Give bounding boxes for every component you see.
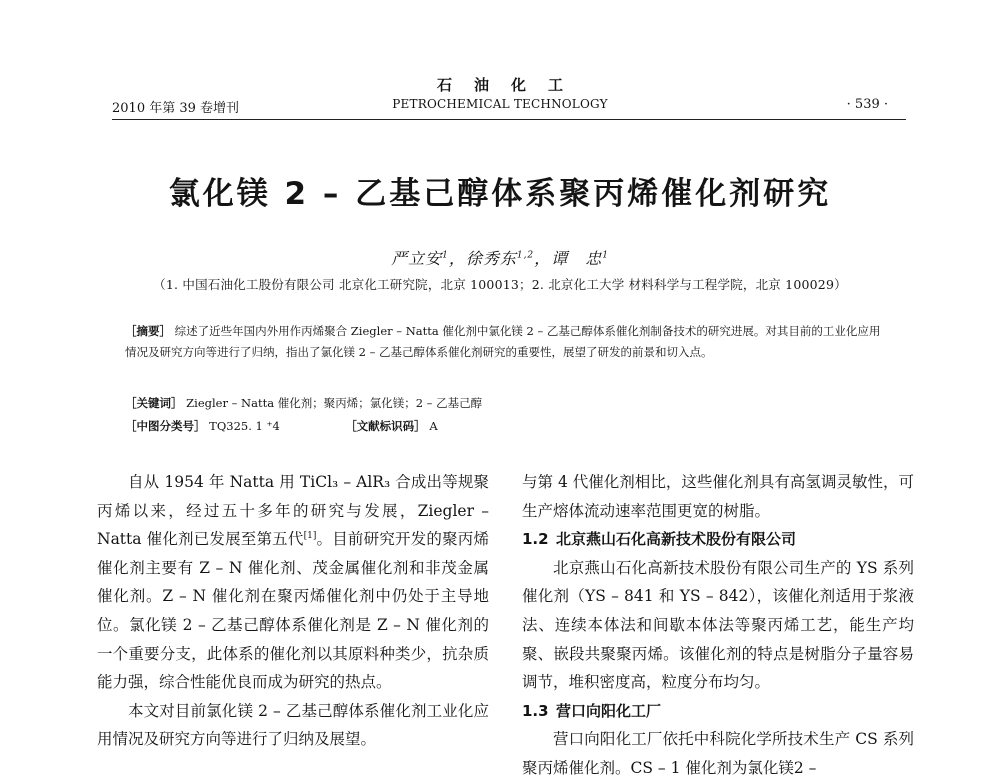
- author-2-affil: 1,2: [516, 250, 535, 261]
- section-1-2-paragraph: 北京燕山石化高新技术股份有限公司生产的 YS 系列催化剂（YS – 841 和 YS – 842），该催化剂适用于浆液法、连续本体法和间歇本体法等聚丙烯工艺，能生产均聚、嵌段共聚聚丙烯。该催化剂的特点是树脂分子量容易调节，堆积密度高，粒度分布均匀。: [522, 558, 914, 692]
- section-title: 营口向阳化工厂: [556, 701, 662, 720]
- journal-title-cn: 石油化工: [436, 76, 585, 94]
- clc-label: ［中图分类号］: [125, 419, 206, 433]
- author-list: [0, 246, 1000, 269]
- author-1: 严立安: [391, 249, 443, 268]
- intro-paragraph: [97, 468, 489, 697]
- abstract: [125, 321, 885, 363]
- section-number: 1.2: [522, 530, 549, 549]
- body-left-column: [97, 468, 489, 754]
- abstract-text: 综述了近些年国内外用作丙烯聚合 Ziegler – Natta 催化剂中氯化镁 2 – 乙基己醇体系催化剂制备技术的研究进展。对其目前的工业化应用情况及研究方向等进行了归纳，指出了氯化镁 2 – 乙基己醇体系催化剂研究的重要性，展望了研发的前景和切入点。: [125, 324, 881, 359]
- keywords-text: Ziegler – Natta 催化剂；聚丙烯；氯化镁；2 – 乙基己醇: [186, 396, 483, 410]
- keywords: [125, 395, 482, 411]
- paper-title: 氯化镁 2 – 乙基己醇体系聚丙烯催化剂研究: [168, 176, 832, 212]
- classification: [125, 418, 438, 434]
- affiliation: （1. 中国石油化工股份有限公司 北京化工研究院，北京 100013；2. 北京化工大学 材料科学与工程学院，北京 100029）: [153, 277, 847, 292]
- abstract-label: ［摘要］: [125, 324, 171, 338]
- page-number: · 539 ·: [846, 97, 888, 112]
- intro-text-cont: 。目前研究开发的聚丙烯催化剂主要有 Z – N 催化剂、茂金属催化剂和非茂金属催化剂。Z – N 催化剂在聚丙烯催化剂中仍处于主导地位。氯化镁 2 – 乙基己醇体系催化剂是 Z – N 催化剂的一个重要分支，此体系的催化剂以其原料种类少，抗杂质能力强，综合性能优良而成为研究的热点。: [97, 530, 489, 692]
- author-1-affil: 1: [442, 250, 449, 261]
- section-1-3-paragraph: 营口向阳化工厂依托中科院化学所技术生产 CS 系列聚丙烯催化剂。CS – 1 催化剂为氯化镁2 –: [522, 730, 914, 777]
- author-separator: ，: [534, 249, 552, 268]
- author-3-affil: 1: [602, 250, 609, 261]
- author-3: 谭 忠: [551, 249, 603, 268]
- clc-value: TQ325. 1 ⁺4: [209, 419, 280, 433]
- section-1-3-heading: [522, 697, 914, 726]
- journal-title-en: PETROCHEMICAL TECHNOLOGY: [392, 97, 608, 111]
- scope-paragraph: 本文对目前氯化镁 2 – 乙基己醇体系催化剂工业化应用情况及研究方向等进行了归纳及展望。: [97, 701, 489, 749]
- header-rule: [112, 119, 906, 120]
- author-separator: ，: [448, 249, 466, 268]
- doc-code-value: A: [429, 419, 438, 433]
- issue-info: 2010 年第 39 卷增刊: [112, 101, 240, 116]
- intro-text: 自从 1954 年 Natta 用 TiCl₃ – AlR₃ 合成出等规聚丙烯以来，经过五十多年的研究与发展，Ziegler – Natta 催化剂已发展至第五代: [97, 473, 489, 549]
- section-1-2-heading: [522, 525, 914, 554]
- section-title: 北京燕山石化高新技术股份有限公司: [556, 530, 797, 549]
- keywords-label: ［关键词］: [125, 396, 183, 410]
- continued-paragraph: 与第 4 代催化剂相比，这些催化剂具有高氢调灵敏性，可生产熔体流动速率范围更宽的树脂。: [522, 473, 914, 520]
- body-right-column: [522, 468, 914, 783]
- section-number: 1.3: [522, 701, 549, 720]
- author-2: 徐秀东: [465, 249, 517, 268]
- doc-code-label: ［文献标识码］: [345, 419, 426, 433]
- citation-1[interactable]: [1]: [303, 531, 317, 542]
